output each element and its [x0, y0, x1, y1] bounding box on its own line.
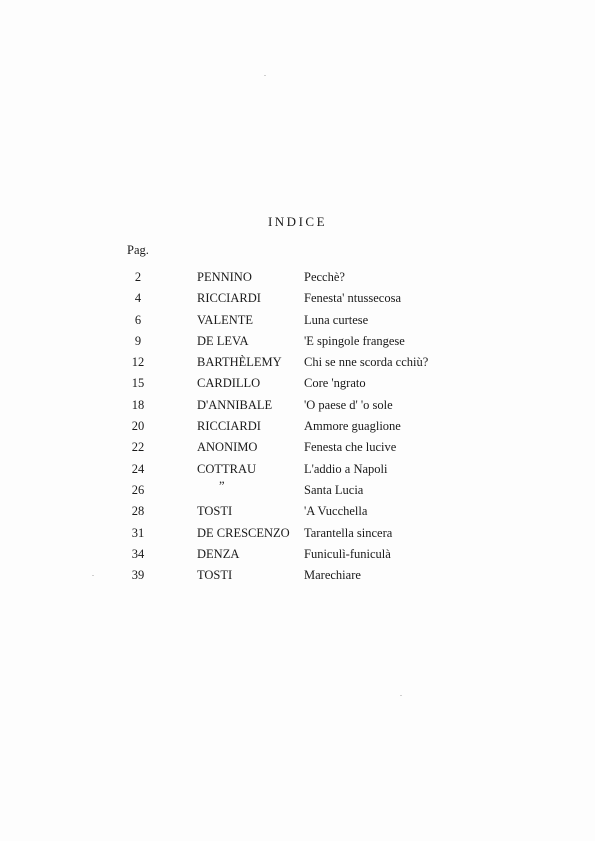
entry-composer-ditto-mark: ” [219, 478, 225, 493]
entry-composer: RICCIARDI [197, 419, 261, 434]
index-entry [0, 440, 595, 461]
entry-page-number: 4 [134, 291, 142, 306]
entry-page-number: 6 [134, 312, 142, 327]
entry-page-number: 15 [131, 376, 145, 391]
entry-composer: PENNINO [197, 270, 252, 284]
entry-page-number: 2 [134, 270, 142, 284]
entry-song-title: 'A Vucchella [304, 504, 368, 519]
entry-song-title: Chi se nne scorda cchiù? [304, 355, 429, 370]
index-entry [0, 313, 595, 334]
index-entry [0, 462, 595, 483]
entry-song-title: Ammore guaglione [304, 419, 401, 434]
entry-song-title: Pecchè? [304, 270, 345, 284]
paper-speck [92, 575, 94, 576]
index-entry [0, 376, 595, 397]
index-entry [0, 355, 595, 376]
entry-composer: DE LEVA [197, 333, 249, 348]
index-entry [0, 547, 595, 568]
index-entry [0, 270, 595, 291]
index-entry [0, 504, 595, 525]
entry-composer: DE CRESCENZO [197, 525, 290, 540]
entry-composer: ANONIMO [197, 440, 258, 455]
paper-speck [400, 695, 402, 696]
entry-page-number: 22 [131, 440, 145, 455]
entry-composer: BARTHÈLEMY [197, 355, 282, 370]
entry-song-title: L'addio a Napoli [304, 461, 388, 476]
entry-page-number: 9 [134, 333, 142, 348]
index-entry [0, 478, 595, 504]
entry-composer: D'ANNIBALE [197, 397, 273, 412]
index-entry [0, 334, 595, 355]
entry-song-title: Tarantella sincera [304, 525, 393, 540]
entry-song-title: Fenesta che lucive [304, 440, 397, 455]
entry-composer: DENZA [197, 546, 240, 561]
entry-song-title: 'E spingole frangese [304, 333, 405, 348]
entry-song-title: Luna curtese [304, 312, 369, 327]
index-entry [0, 398, 595, 419]
index-entry [0, 419, 595, 440]
entry-page-number: 28 [131, 504, 145, 519]
index-entry [0, 526, 595, 547]
index-entry [0, 291, 595, 312]
entry-page-number: 34 [131, 546, 145, 561]
paper-speck [264, 75, 266, 76]
entry-song-title: Core 'ngrato [304, 376, 366, 391]
entry-composer: TOSTI [197, 504, 233, 519]
entry-song-title: Funiculì-funiculà [304, 546, 391, 561]
entry-page-number: 39 [131, 568, 145, 583]
page-column-label: Pag. [127, 243, 149, 257]
entry-composer: COTTRAU [197, 461, 257, 476]
index-entries [0, 270, 595, 589]
entry-page-number: 24 [131, 461, 145, 476]
entry-song-title: Marechiare [304, 568, 361, 583]
index-entry [0, 568, 595, 589]
entry-composer: CARDILLO [197, 376, 261, 391]
page-title: INDICE [267, 214, 328, 229]
entry-song-title: Santa Lucia [304, 482, 364, 497]
entry-page-number: 12 [131, 355, 145, 370]
entry-page-number: 20 [131, 419, 145, 434]
entry-page-number: 18 [131, 397, 145, 412]
entry-song-title: 'O paese d' 'o sole [304, 397, 393, 412]
entry-song-title: Fenesta' ntussecosa [304, 291, 402, 306]
entry-composer: VALENTE [197, 312, 254, 327]
entry-page-number: 26 [131, 482, 145, 497]
entry-composer: RICCIARDI [197, 291, 261, 306]
entry-page-number: 31 [131, 525, 145, 540]
entry-composer: TOSTI [197, 568, 233, 583]
